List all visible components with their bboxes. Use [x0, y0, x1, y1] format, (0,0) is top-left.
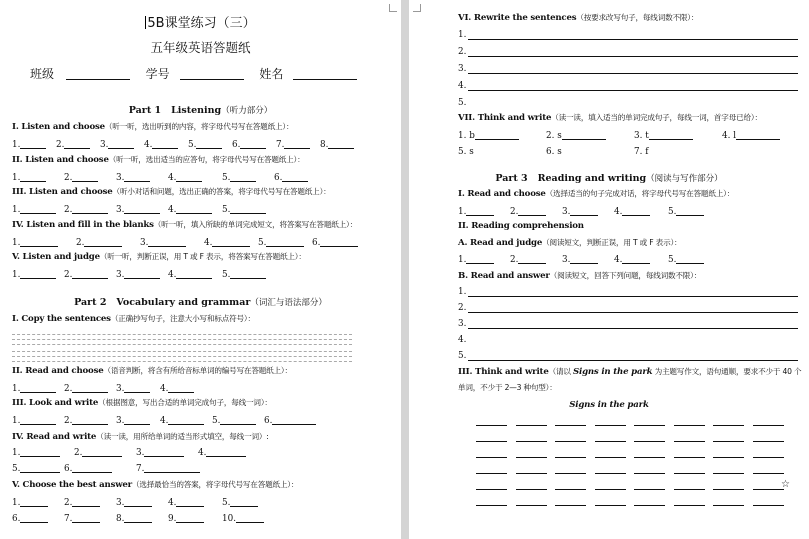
essay-blank[interactable]	[516, 441, 547, 442]
essay-blank[interactable]	[713, 441, 744, 442]
essay-blank[interactable]	[674, 441, 705, 442]
answer-blank[interactable]	[230, 497, 258, 507]
essay-blank[interactable]	[674, 505, 705, 506]
vii-instruction: VII. Think and write（读一读，填入适当的单词完成句子，每线一词，首字母已给）：	[458, 113, 762, 123]
copy-line[interactable]	[12, 361, 352, 362]
p2-s5-instruction: V. Choose the best answer（选择最恰当的答案，将字母代号写在答题纸上）：	[12, 480, 299, 490]
p3-iii-instruction-cont: 单词，不少于 2—3 种句型）：	[458, 383, 557, 392]
p3-b-instruction: B. Read and answer（阅读短文，回答下列问题，每线词数不限）：	[458, 271, 702, 281]
essay-blank[interactable]	[555, 441, 586, 442]
answer-blank[interactable]	[20, 139, 46, 149]
answer-blank[interactable]	[124, 415, 150, 425]
essay-blank[interactable]	[713, 473, 744, 474]
answer-blank[interactable]	[649, 130, 693, 140]
answer-blank[interactable]	[272, 415, 316, 425]
essay-blank[interactable]	[476, 425, 507, 426]
essay-blank[interactable]	[555, 505, 586, 506]
essay-blank[interactable]	[634, 425, 665, 426]
answer-blank[interactable]	[72, 463, 112, 473]
essay-blank[interactable]	[713, 489, 744, 490]
essay-blank[interactable]	[555, 489, 586, 490]
answer-blank[interactable]	[240, 139, 266, 149]
answer-line[interactable]	[468, 360, 798, 361]
answer-blank[interactable]	[72, 513, 100, 523]
essay-blank[interactable]	[555, 425, 586, 426]
answer-blank[interactable]	[622, 254, 650, 264]
answer-blank[interactable]	[20, 497, 48, 507]
name-blank[interactable]	[293, 70, 357, 80]
answer-blank[interactable]	[236, 513, 264, 523]
essay-blank[interactable]	[753, 505, 784, 506]
answer-blank[interactable]	[72, 204, 108, 214]
page-gutter	[401, 0, 409, 539]
answer-blank[interactable]	[196, 139, 222, 149]
answer-blank[interactable]	[212, 237, 250, 247]
essay-blank[interactable]	[634, 505, 665, 506]
answer-blank[interactable]	[176, 204, 212, 214]
copy-line[interactable]	[12, 351, 352, 352]
answer-blank[interactable]	[84, 237, 122, 247]
essay-blank[interactable]	[595, 505, 626, 506]
document-subtitle: 五年级英语答题纸	[150, 40, 251, 55]
answer-blank[interactable]	[168, 415, 204, 425]
part1-heading: Part 1 Listening（听力部分）	[128, 105, 273, 116]
page-corner-mark	[389, 4, 397, 12]
answer-blank[interactable]	[124, 497, 152, 507]
essay-blank[interactable]	[753, 489, 784, 490]
essay-blank[interactable]	[476, 457, 507, 458]
answer-blank[interactable]	[320, 237, 358, 247]
answer-blank[interactable]	[466, 254, 494, 264]
essay-blank[interactable]	[634, 457, 665, 458]
copy-line[interactable]	[12, 356, 352, 357]
essay-blank[interactable]	[674, 489, 705, 490]
answer-line[interactable]	[468, 312, 798, 313]
answer-blank[interactable]	[20, 463, 60, 473]
essay-blank[interactable]	[595, 473, 626, 474]
document-title: 5B课堂练习（三）	[147, 16, 256, 31]
essay-blank[interactable]	[516, 505, 547, 506]
answer-blank[interactable]	[20, 513, 48, 523]
answer-blank[interactable]	[64, 139, 90, 149]
answer-blank[interactable]	[570, 254, 598, 264]
part2-heading: Part 2 Vocabulary and grammar（词汇与语法部分）	[74, 297, 327, 308]
answer-blank[interactable]	[20, 237, 58, 247]
answer-line[interactable]	[468, 90, 798, 91]
answer-blank[interactable]	[220, 415, 256, 425]
vi-line-4: 4.	[458, 81, 467, 91]
answer-blank[interactable]	[152, 139, 178, 149]
answer-blank[interactable]	[168, 383, 194, 393]
answer-blank[interactable]	[72, 269, 108, 279]
answer-blank[interactable]	[676, 254, 704, 264]
essay-blank[interactable]	[555, 473, 586, 474]
copy-line[interactable]	[12, 334, 352, 335]
answer-blank[interactable]	[518, 254, 546, 264]
p3-ii-heading: II. Reading comprehension	[458, 221, 584, 231]
essay-blank[interactable]	[516, 457, 547, 458]
vi-line-1: 1.	[458, 30, 467, 40]
student-id-label: 学号	[145, 67, 170, 81]
student-id-blank[interactable]	[180, 70, 244, 80]
p2-s2-instruction: II. Read and choose（语音判断，将含有所给音标单词的编号写在答题纸上）：	[12, 366, 292, 376]
answer-blank[interactable]	[622, 206, 650, 216]
answer-blank[interactable]	[72, 172, 98, 182]
answer-blank[interactable]	[570, 206, 598, 216]
essay-title: Signs in the park	[569, 400, 649, 410]
answer-blank[interactable]	[230, 172, 256, 182]
answer-line[interactable]	[468, 296, 798, 297]
answer-blank[interactable]	[328, 139, 354, 149]
answer-blank[interactable]	[20, 447, 60, 457]
essay-blank[interactable]	[476, 505, 507, 506]
essay-blank[interactable]	[753, 457, 784, 458]
right-page: VI. Rewrite the sentences（按要求改写句子，每线词数不限）： 1. 2. 3. 4. 5. VII. Think and write（读一读，填入适当的单词完成句子，每线一词，首字母已给）： 1. b 2. s 3. t 4. l 5. s 6. s 7. f Part 3 Reading and writing（阅读与写作部分） I. Read and choose（选择适当的句子完成对话，将字母代号写在答题纸上）： 1. 2. 3. 4. 5. II. Reading comprehension A. Read and judge（阅读短文，判断正误，用 T 或 F 表示）： 1. 2. 3. 4. 5. B. Read and answer（阅读短文，回答下列问题，每线词数不限）： 1. 2. 3. 4. 5. III. Think and write（请以 Signs in the park 为主题写作文，语句通顺，要求不少于 40 个 单词，不少于 2—3 种句型）： Signs in the park ☆	[409, 0, 809, 539]
p3-b-line-4: 4.	[458, 335, 467, 345]
answer-line[interactable]	[468, 56, 798, 57]
p2-s3-instruction: III. Look and write（根据图意，写出合适的单词完成句子，每线一词）：	[12, 398, 272, 408]
essay-blank[interactable]	[634, 489, 665, 490]
essay-blank[interactable]	[713, 457, 744, 458]
answer-blank[interactable]	[124, 172, 150, 182]
answer-blank[interactable]	[176, 269, 212, 279]
answer-blank[interactable]	[20, 415, 56, 425]
page-corner-mark	[413, 4, 421, 12]
p3-i-instruction: I. Read and choose（选择适当的句子完成对话，将字母代号写在答题纸上）：	[458, 189, 735, 199]
answer-blank[interactable]	[108, 139, 134, 149]
answer-blank[interactable]	[266, 237, 304, 247]
answer-blank[interactable]	[282, 172, 308, 182]
answer-blank[interactable]	[20, 172, 46, 182]
p2-s4-instruction: IV. Read and write（读一读，用所给单词的适当形式填空，每线一词）:	[12, 432, 269, 442]
part3-heading: Part 3 Reading and writing（阅读与写作部分）	[495, 173, 723, 184]
essay-blank[interactable]	[595, 489, 626, 490]
answer-blank[interactable]	[124, 513, 152, 523]
p1-s2-instruction: II. Listen and choose（听一听，选出适当的应答句，将字母代号写在答题纸上）：	[12, 155, 305, 165]
answer-blank[interactable]	[144, 463, 200, 473]
answer-blank[interactable]	[475, 130, 519, 140]
star-icon: ☆	[781, 479, 790, 490]
essay-blank[interactable]	[753, 473, 784, 474]
answer-blank[interactable]	[124, 383, 150, 393]
answer-blank[interactable]	[20, 204, 56, 214]
class-blank[interactable]	[66, 70, 130, 80]
p3-a-instruction: A. Read and judge（阅读短文，判断正误，用 T 或 F 表示）：	[458, 238, 682, 248]
answer-blank[interactable]	[176, 513, 204, 523]
essay-blank[interactable]	[595, 441, 626, 442]
answer-blank[interactable]	[124, 269, 160, 279]
answer-blank[interactable]	[144, 447, 184, 457]
answer-blank[interactable]	[562, 130, 606, 140]
answer-blank[interactable]	[72, 383, 108, 393]
answer-blank[interactable]	[676, 206, 704, 216]
essay-blank[interactable]	[634, 441, 665, 442]
essay-blank[interactable]	[634, 473, 665, 474]
answer-blank[interactable]	[206, 447, 246, 457]
essay-blank[interactable]	[516, 489, 547, 490]
class-label: 班级	[30, 67, 55, 81]
essay-blank[interactable]	[555, 457, 586, 458]
p1-s3-instruction: III. Listen and choose（听小对话和问题，选出正确的答案，将字母代号写在答题纸上）：	[12, 187, 331, 197]
student-info-row	[30, 65, 357, 82]
copy-line[interactable]	[12, 344, 352, 345]
vi-line-5: 5.	[458, 98, 467, 108]
answer-blank[interactable]	[518, 206, 546, 216]
essay-blank[interactable]	[753, 441, 784, 442]
essay-blank[interactable]	[595, 457, 626, 458]
essay-blank[interactable]	[674, 473, 705, 474]
vi-instruction: VI. Rewrite the sentences（按要求改写句子，每线词数不限）：	[458, 13, 699, 23]
essay-blank[interactable]	[674, 425, 705, 426]
p3-b-line-5: 5.	[458, 351, 467, 361]
answer-blank[interactable]	[230, 204, 266, 214]
answer-line[interactable]	[468, 39, 798, 40]
answer-blank[interactable]	[284, 139, 310, 149]
p3-b-line-3: 3.	[458, 319, 467, 329]
essay-blank[interactable]	[516, 473, 547, 474]
answer-blank[interactable]	[82, 447, 122, 457]
answer-line[interactable]	[468, 73, 798, 74]
essay-blank[interactable]	[476, 473, 507, 474]
answer-blank[interactable]	[230, 269, 266, 279]
answer-blank[interactable]	[72, 497, 100, 507]
answer-line[interactable]	[468, 328, 798, 329]
p1-s4-instruction: IV. Listen and fill in the blanks（听一听，填入所缺的单词完成短文，将答案写在答题纸上）：	[12, 220, 357, 230]
copy-line[interactable]	[12, 339, 352, 340]
answer-blank[interactable]	[20, 269, 56, 279]
vi-line-3: 3.	[458, 64, 467, 74]
p2-s1-instruction: I. Copy the sentences（正确抄写句子，注意大小写和标点符号）：	[12, 314, 255, 324]
answer-blank[interactable]	[176, 172, 202, 182]
essay-blank[interactable]	[713, 425, 744, 426]
p1-s1-instruction: I. Listen and choose（听一听，选出听到的内容，将字母代号写在答题纸上）：	[12, 122, 294, 132]
answer-blank[interactable]	[72, 415, 108, 425]
answer-blank[interactable]	[176, 497, 204, 507]
p3-iii-instruction: III. Think and write（请以 Signs in the park 为主题写作文，语句通顺，要求不少于 40 个	[458, 367, 802, 377]
essay-blank[interactable]	[476, 441, 507, 442]
answer-blank[interactable]	[124, 204, 160, 214]
essay-blank[interactable]	[674, 457, 705, 458]
essay-blank[interactable]	[595, 425, 626, 426]
essay-blank[interactable]	[516, 425, 547, 426]
p1-s5-instruction: V. Listen and judge（听一听，判断正误，用 T 或 F 表示，将答案写在答题纸上）：	[12, 252, 306, 262]
answer-blank[interactable]	[736, 130, 780, 140]
p3-b-line-2: 2.	[458, 303, 467, 313]
answer-blank[interactable]	[466, 206, 494, 216]
vi-line-2: 2.	[458, 47, 467, 57]
essay-blank[interactable]	[713, 505, 744, 506]
essay-blank[interactable]	[476, 489, 507, 490]
p3-b-line-1: 1.	[458, 287, 467, 297]
name-label: 姓名	[259, 67, 284, 81]
answer-blank[interactable]	[20, 383, 56, 393]
answer-blank[interactable]	[148, 237, 186, 247]
left-page: 5B课堂练习（三） 五年级英语答题纸 班级 学号 姓名 Part 1 Listening（听力部分） I. Listen and choose（听一听，选出听到的内容，将字母代号写在答题纸上）： 1. 2. 3. 4. 5. 6. 7. 8. II. Listen and choose（听一听，选出适当的应答句，将字母代号写在答题纸上）： 1. 2. 3. 4. 5. 6. III. Listen and choose（听小对话和问题，选出正确的答案，将字母代号写在答题纸上）： 1. 2. 3. 4. 5. IV. Listen and fill in the blanks（听一听，填入所缺的单词完成短文，将答案写在答题纸上）： 1. 2. 3. 4. 5. 6. V. Listen and judge（听一听，判断正误，用 T 或 F 表示，将答案写在答题纸上）： 1. 2. 3. 4. 5. Part 2 Vocabulary and grammar（词汇与语法部分） I. Copy the sentences（正确抄写句子，注意大小写和标点符号）： II. Read and choose（语音判断，将含有所给音标单词的编号写在答题纸上）： 1. 2. 3. 4. III. Look and write（根据图意，写出合适的单词完成句子，每线一词）： 1. 2. 3. 4. 5. 6. IV. Read and write（读一读，用所给单词的适当形式填空，每线一词）: 1. 2. 3. 4. 5. 6. 7. V. Choose the best answer（选择最恰当的答案，将字母代号写在答题纸上）： 1. 2. 3. 4. 5. 6. 7. 8. 9. 10.	[0, 0, 401, 539]
essay-blank[interactable]	[753, 425, 784, 426]
